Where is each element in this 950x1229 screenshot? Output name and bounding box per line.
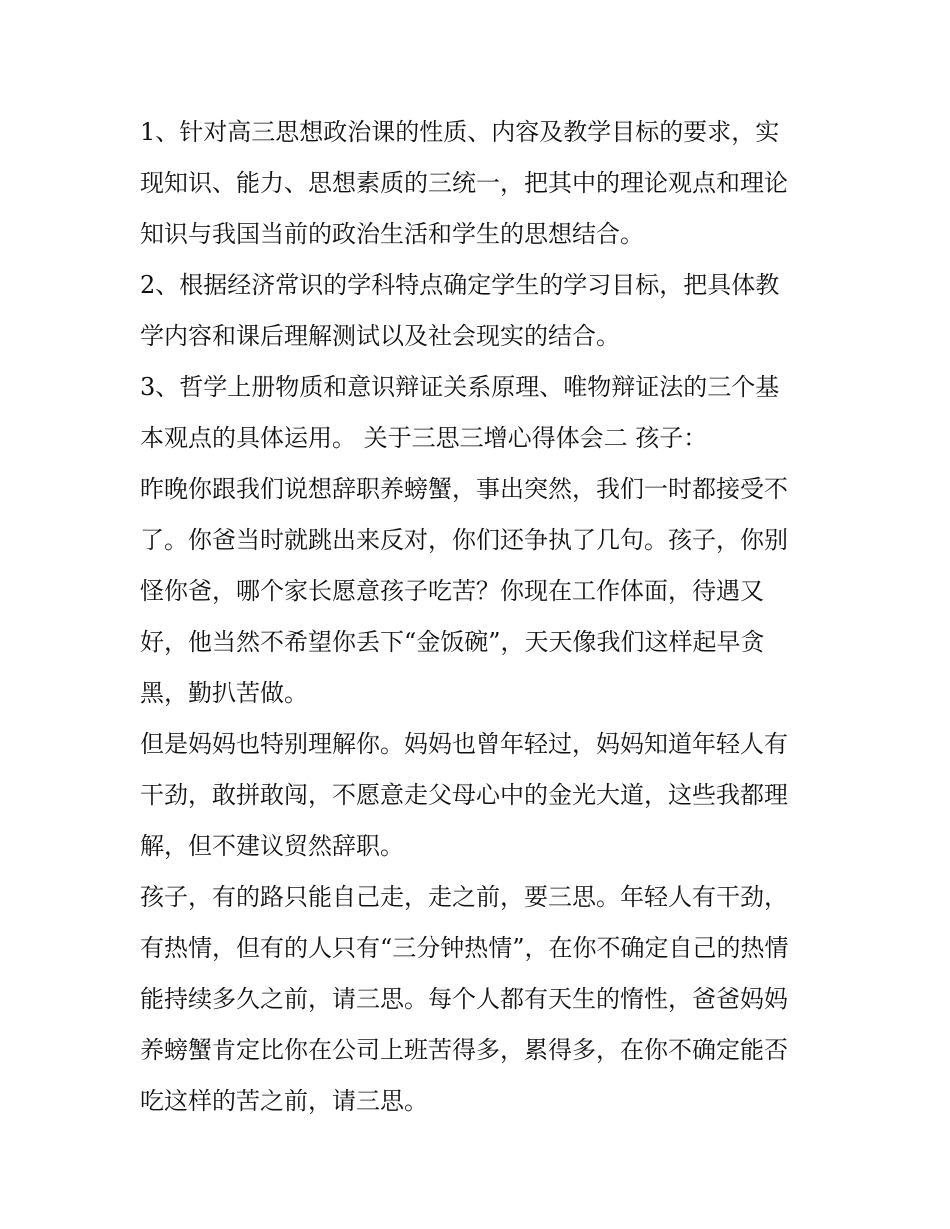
text-line: 好，他当然不希望你丢下“金饭碗”，天天像我们这样起早贪	[140, 628, 765, 656]
text-line: 干劲，敢拼敢闯，不愿意走父母心中的金光大道，这些我都理	[140, 781, 788, 809]
text-line: 但是妈妈也特别理解你。妈妈也曾年轻过，妈妈知道年轻人有	[140, 730, 788, 758]
text-line: 能持续多久之前，请三思。每个人都有天生的惰性，爸爸妈妈	[140, 985, 788, 1013]
text-line: 养螃蟹肯定比你在公司上班苦得多，累得多，在你不确定能否	[140, 1036, 788, 1064]
text-line: 2、根据经济常识的学科特点确定学生的学习目标，把具体教	[140, 271, 780, 299]
text-line: 有热情，但有的人只有“三分钟热情”，在你不确定自己的热情	[140, 934, 789, 962]
text-line: 怪你爸，哪个家长愿意孩子吃苦？你现在工作体面，待遇又	[140, 577, 764, 605]
text-line: 黑，勤扒苦做。	[140, 679, 308, 707]
text-line: 解，但不建议贸然辞职。	[140, 832, 404, 860]
text-line: 现知识、能力、思想素质的三统一，把其中的理论观点和理论	[140, 169, 788, 197]
text-line: 了。你爸当时就跳出来反对，你们还争执了几句。孩子，你别	[140, 526, 788, 554]
text-line: 昨晚你跟我们说想辞职养螃蟹，事出突然，我们一时都接受不	[140, 475, 788, 503]
text-line: 本观点的具体运用。 关于三思三增心得体会二 孩子：	[140, 424, 708, 452]
text-line: 知识与我国当前的政治生活和学生的思想结合。	[140, 220, 644, 248]
document-body	[140, 107, 820, 1127]
text-line: 吃这样的苦之前，请三思。	[140, 1087, 428, 1115]
text-line: 1、针对高三思想政治课的性质、内容及教学目标的要求，实	[140, 118, 780, 146]
text-line: 孩子，有的路只能自己走，走之前，要三思。年轻人有干劲，	[140, 883, 788, 911]
text-line: 3、哲学上册物质和意识辩证关系原理、唯物辩证法的三个基	[140, 373, 780, 401]
text-line: 学内容和课后理解测试以及社会现实的结合。	[140, 322, 620, 350]
